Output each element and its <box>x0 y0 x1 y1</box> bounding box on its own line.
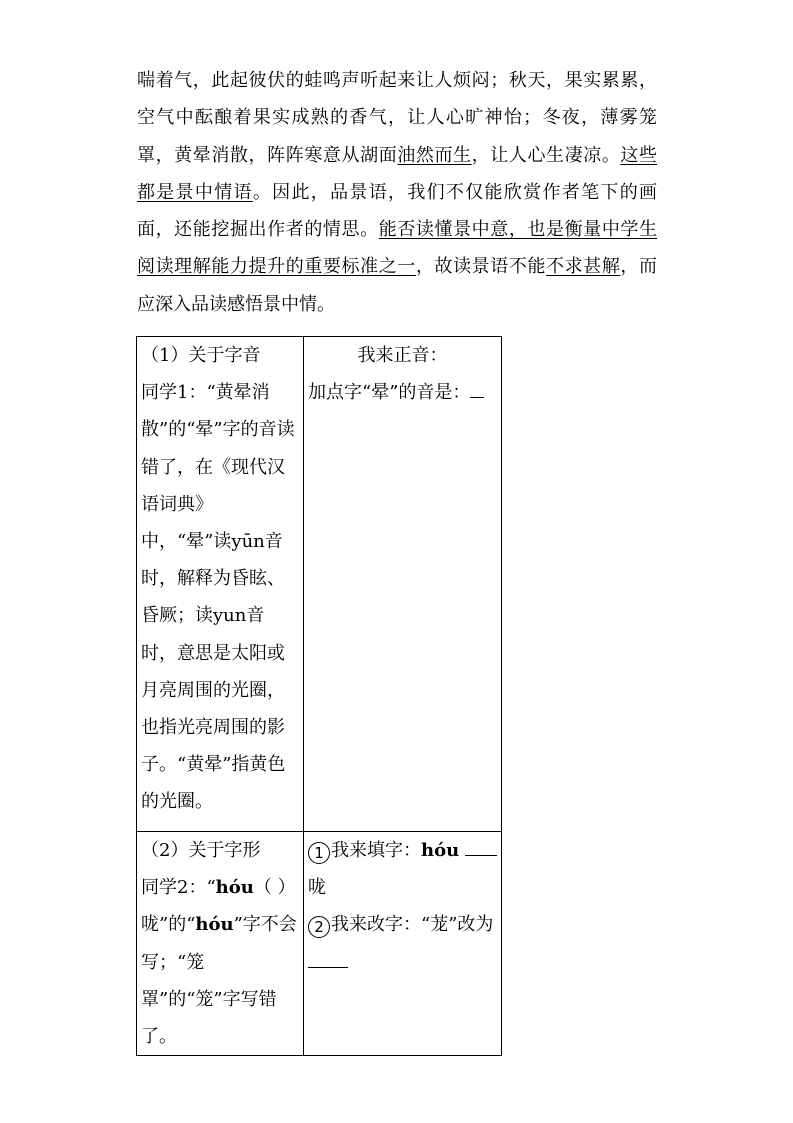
fill-character-pinyin: hóu <box>421 840 460 861</box>
circled-number-1: 1 <box>308 842 330 864</box>
correct-character-blank[interactable] <box>308 949 348 968</box>
passage-text-3: 。因此，品景语，我们不仅能欣赏作者笔下的画面，还能挖掘出作者的情思。 <box>137 181 658 241</box>
correct-character-line <box>308 906 497 980</box>
glyph-answer-cell <box>304 832 502 1056</box>
pronunciation-question-cell <box>137 337 304 832</box>
passage-text-2: ，让人心生凄凉。 <box>471 144 621 166</box>
underlined-phrase-1: 油然而生 <box>397 144 472 166</box>
fill-character-tail: 咙 <box>308 877 326 899</box>
passage-text-5: ，而应深入品读感悟景中情。 <box>137 256 658 315</box>
glyph-text-b: （ ）咙”的“ <box>141 877 296 936</box>
pronunciation-answer-cell <box>304 337 502 832</box>
correct-pronunciation-heading: 我来正音： <box>357 345 448 366</box>
glyph-heading: （2）关于字形 <box>141 840 261 861</box>
table-row <box>137 832 502 1056</box>
table-row <box>137 337 502 832</box>
fill-character-line <box>308 832 497 869</box>
underlined-phrase-3: 能否读懂景中意，也是衡量中学生阅读理解能力提升的重要标准之一 <box>137 219 657 278</box>
pronunciation-description: 同学1：“黄晕消散”的“晕”字的音读错了，在《现代汉语词典》中，“晕”读yūn音时，解释为昏眩、昏厥；读yun音时，意思是太阳或月亮周围的光圈，也指光亮周围的影子。“黄晕”指黄色的光圈。 <box>141 382 295 813</box>
glyph-description <box>141 869 299 1055</box>
glyph-text-c: ”字不会写；“笼罩”的“笼”字写错了。 <box>141 914 297 1048</box>
pronunciation-heading: （1）关于字音 <box>141 345 261 366</box>
fill-character-blank[interactable] <box>465 837 497 856</box>
glyph-question-cell <box>137 832 304 1056</box>
pronunciation-answer-line <box>308 374 497 411</box>
glyph-text-a: 同学2：“ <box>141 877 216 899</box>
exercise-table <box>136 336 502 1056</box>
pronunciation-answer-blank[interactable] <box>470 379 484 398</box>
fill-character-prompt: 我来填字： <box>331 840 421 861</box>
passage-text-4: ，故读景语不能 <box>415 256 547 278</box>
circled-number-2: 2 <box>308 916 330 938</box>
passage <box>137 62 657 323</box>
underlined-phrase-4: 不求甚解 <box>546 256 621 278</box>
underlined-phrase-2: 这些都是景中情语 <box>137 144 658 203</box>
correct-character-prompt: 我来改字：“茏”改为 <box>331 914 494 936</box>
pinyin-hou-1: hóu <box>215 877 254 899</box>
pronunciation-prompt: 加点字“晕”的音是： <box>308 382 471 404</box>
passage-text-1: 喘着气，此起彼伏的蛙鸣声听起来让人烦闷；秋天，果实累累，空气中酝酿着果实成熟的香气，让人心旷神怡；冬夜，薄雾笼罩，黄晕消散，阵阵寒意从湖面 <box>137 70 657 166</box>
pinyin-hou-2: hóu <box>195 914 234 936</box>
